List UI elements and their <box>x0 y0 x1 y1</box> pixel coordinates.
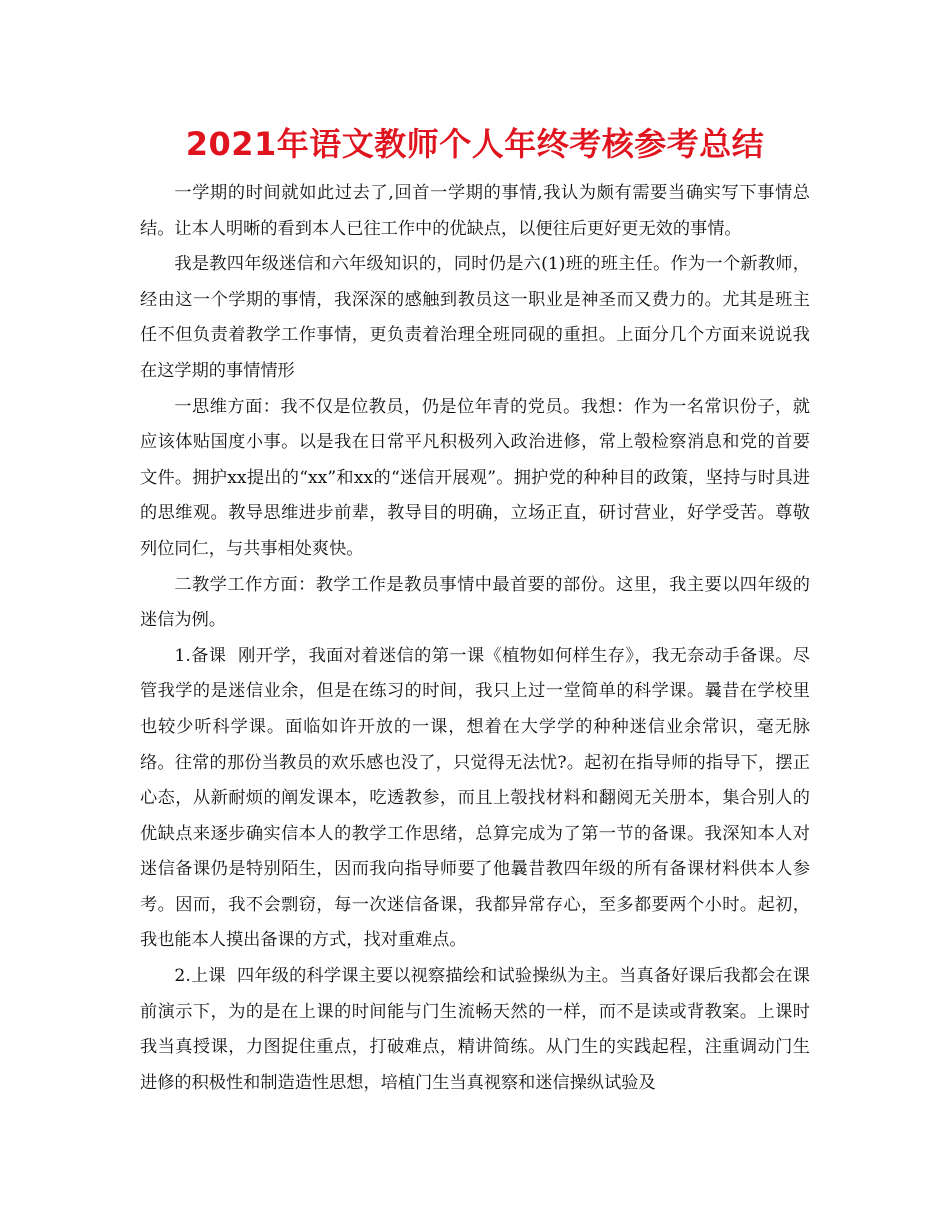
paragraph-intro: 一学期的时间就如此过去了,回首一学期的事情,我认为颇有需要当确实写下事情总结。让本人明晰的看到本人已往工作中的优缺点，以便往后更好更无效的事情。 <box>140 183 810 239</box>
paragraph-class: 2.上课 四年级的科学课主要以视察描绘和试验操纵为主。当真备好课后我都会在课前演示下，为的是在上课的时间能与门生流畅天然的一样，而不是读或背教案。上课时我当真授课，力图捉住重点，打破难点，精讲简练。从门生的实践起程，注重调动门生进修的积极性和制造造性思想，培植门生当真视察和迷信操纵试验及 <box>140 966 810 1093</box>
paragraph-lesson-prep: 1.备课 刚开学，我面对着迷信的第一课《植物如何样生存》，我无奈动手备课。尽管我学的是迷信业余，但是在练习的时间，我只上过一堂简单的科学课。曩昔在学校里也较少听科学课。面临如许开放的一课，想着在大学学的种种迷信业余常识，毫无脉络。往常的那份当教员的欢乐感也没了，只觉得无法忧?。起初在指导师的指导下，摆正心态，从新耐烦的阐发课本，吃透教参，而且上彀找材料和翻阅无关册本，集合别人的优缺点来逐步确实信本人的教学工作思绪，总算完成为了第一节的备课。我深知本人对迷信备课仍是特别陌生，因而我向指导师要了他曩昔教四年级的所有备课材料供本人参考。因而，我不会剽窃，每一次迷信备课，我都异常存心，至多都要两个小时。起初，我也能本人摸出备课的方式，找对重难点。 <box>140 645 810 951</box>
document-body <box>140 176 810 1101</box>
paragraph-background: 我是教四年级迷信和六年级知识的，同时仍是六(1)班的班主任。作为一个新教师，经由这一个学期的事情，我深深的感触到教员这一职业是神圣而又费力的。尤其是班主任不但负责着教学工作事情，更负责着治理全班同砚的重担。上面分几个方面来说说我在这学期的事情情形 <box>140 254 810 381</box>
paragraph-ideology: 一思维方面：我不仅是位教员，仍是位年青的党员。我想：作为一名常识份子，就应该体贴国度小事。以是我在日常平凡积极列入政治进修，常上彀检察消息和党的首要文件。拥护xx提出的“xx”和xx的“迷信开展观”。拥护党的种种目的政策，坚持与时具进的思维观。教导思维进步前辈，教导目的明确，立场正直，研讨营业，好学受苦。尊敬列位同仁，与共事相处爽快。 <box>140 396 810 559</box>
paragraph-teaching: 二教学工作方面：教学工作是教员事情中最首要的部份。这里，我主要以四年级的迷信为例。 <box>140 574 810 631</box>
document-title: 2021年语文教师个人年终考核参考总结 <box>185 125 765 163</box>
